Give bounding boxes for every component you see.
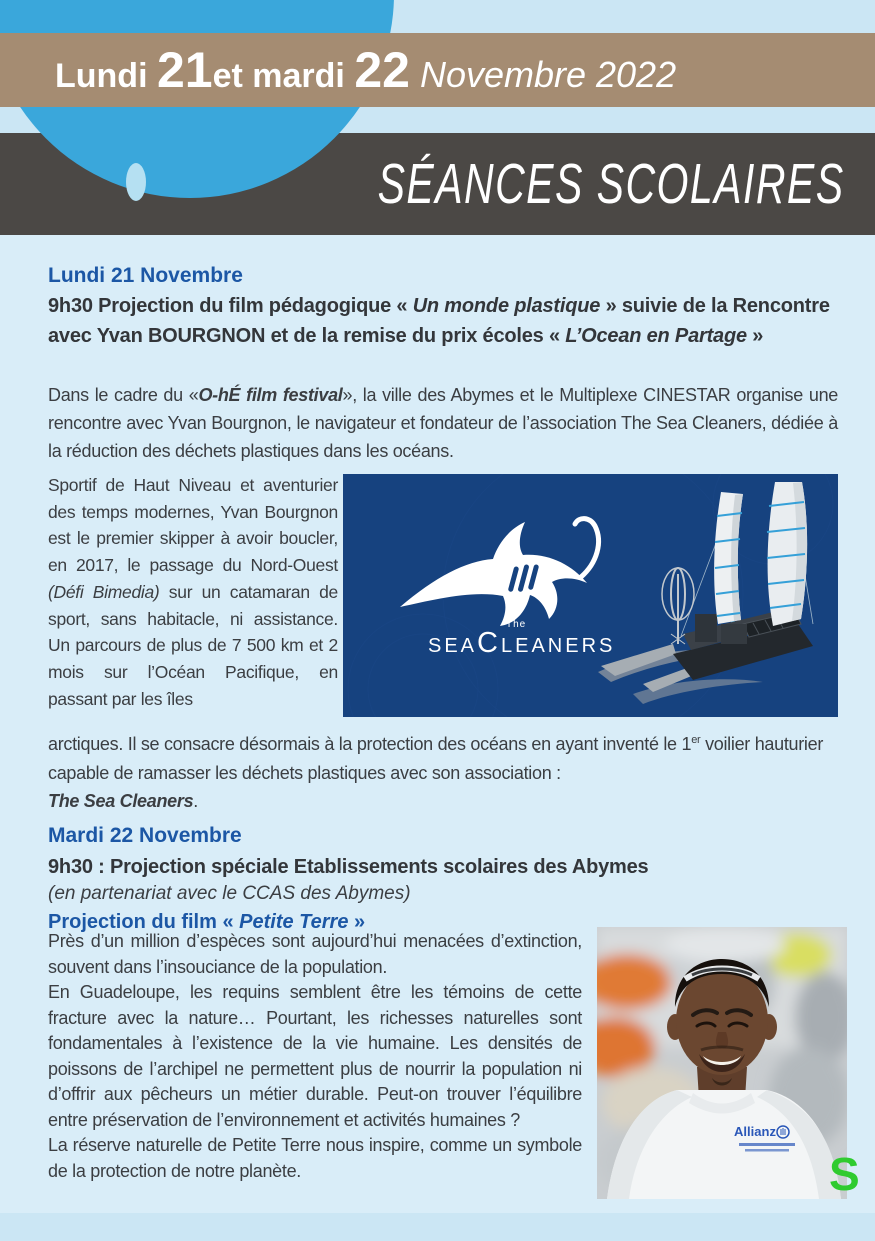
date-text <box>0 33 875 120</box>
allianz-logo-text: Allianz <box>734 1124 776 1139</box>
tuesday-paragraph-2: En Guadeloupe, les requins semblent être les témoins de cette fracture avec la nature… Pourtant, les richesses naturelles sont fondamentales à l’existence de la vie humaine. Les densités de poissons de l’archipel ne permettent plus de nourrir la population ni d’offrir aux pêcheurs un métier durable. Peut-on trouver l’équilibre entre préservation de l’environnement et activités humaines ? <box>48 982 582 1130</box>
sea-cleaners-logo-the: The <box>506 619 527 630</box>
tuesday-paragraph-1: Près d’un million d’espèces sont aujourd’hui menacées d’extinction, souvent dans l’insouciance de la population. <box>48 931 582 977</box>
monday-heading: Lundi 21 Novembre <box>48 264 243 287</box>
bio-continuation <box>48 726 838 816</box>
bio-part: sur un catamaran de sport, sans habitacle, ni assistance. Un parcours de plus de 7 500 km et 2 mois sur l’Océan Pacifique, en passant par les îles <box>48 581 338 709</box>
tuesday-heading: Mardi 22 Novembre <box>48 824 242 847</box>
bourgnon-bio-column <box>48 472 338 712</box>
monday-sub-part: » <box>746 325 764 347</box>
tuesday-paragraph-3: La réserve naturelle de Petite Terre nous inspire, comme un symbole de la protection de notre planète. <box>48 1135 582 1181</box>
film-title-petite-terre: Petite Terre <box>239 911 349 933</box>
page-title: SÉANCES SCOLAIRES <box>378 152 845 216</box>
intro-part: Dans le cadre du « <box>48 385 199 405</box>
monday-subheading <box>48 291 838 351</box>
prize-title-ocean-en-partage: L’Ocean en Partage <box>565 325 747 347</box>
period: . <box>193 791 198 811</box>
intro-part: », la ville des Abymes et le Multiplexe CINESTAR organise une rencontre avec Yvan Bourgnon, le navigateur et fondateur de l’association The Sea Cleaners, dédiée à la réduction des déchets plastiques dans les océans. <box>48 385 838 461</box>
film-line-part: Projection du film « <box>48 911 240 933</box>
date-month: Novembre 2022 <box>409 54 677 95</box>
catamaran-illustration <box>343 474 838 717</box>
tuesday-partnership-line: (en partenariat avec le CCAS des Abymes) <box>48 883 411 904</box>
date-day1: Lundi <box>55 57 157 95</box>
edge-letter: S <box>829 1148 860 1200</box>
festival-name: O-hÉ film festival <box>198 385 343 405</box>
monday-intro-paragraph <box>48 381 838 465</box>
sea-cleaners-image <box>343 474 838 717</box>
logo-c: C <box>477 627 501 659</box>
association-name: The Sea Cleaners <box>48 791 194 811</box>
date-num2: 22 <box>354 42 410 98</box>
bio-cont-part: voilier hauturier capable de ramasser les déchets plastiques avec son association : <box>48 734 824 783</box>
portrait-photo <box>597 927 847 1199</box>
film-title-un-monde-plastique: Un monde plastique <box>412 295 601 317</box>
date-banner <box>0 33 875 107</box>
defi-bimedia-label: (Défi Bimedia) <box>48 581 160 602</box>
ordinal-superscript: er <box>691 734 701 746</box>
monday-sub-part: 9h30 Projection du film pédagogique « <box>48 295 413 317</box>
tuesday-body <box>48 929 582 1184</box>
bottom-light-strip <box>0 1213 875 1241</box>
bio-part: Sportif de Haut Niveau et aventurier des temps modernes, Yvan Bourgnon est le premier skipper à avoir boucler, en 2017, le passage du Nord-Ouest <box>48 475 338 576</box>
film-line-part: » <box>348 911 366 933</box>
tuesday-session-line: 9h30 : Projection spéciale Etablissements scolaires des Abymes <box>48 856 649 878</box>
banner-title-zone <box>0 133 845 235</box>
logo-rest: LEANERS <box>500 635 616 657</box>
bio-cont-part: arctiques. Il se consacre désormais à la protection des océans en ayant inventé le 1 <box>48 734 692 754</box>
smiling-man-illustration <box>597 927 847 1199</box>
date-mid: et mardi <box>212 57 355 95</box>
monday-sub-part: » suivie de la Rencontre avec Yvan BOURGNON et de la remise du prix écoles « <box>48 295 830 347</box>
logo-sea: SEA <box>428 635 478 657</box>
date-num1: 21 <box>156 42 213 98</box>
